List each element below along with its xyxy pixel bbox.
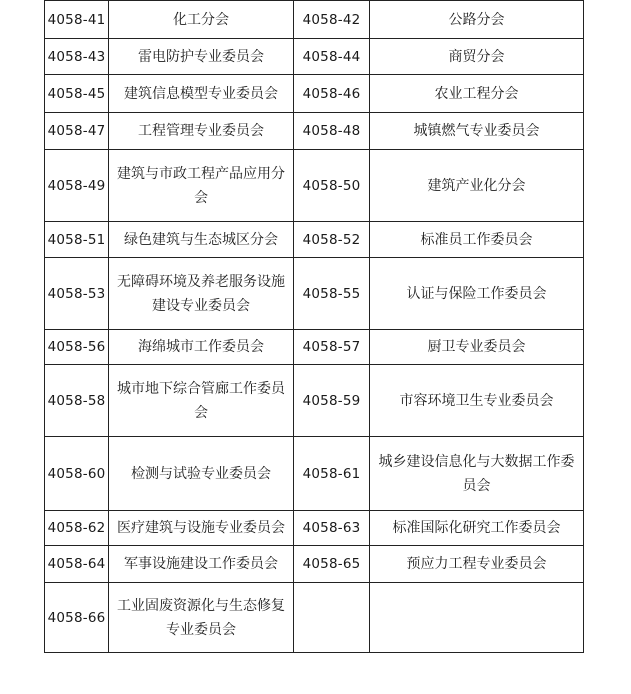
name-cell: 公路分会 [370, 1, 584, 39]
code-cell: 4058-55 [294, 258, 370, 330]
table-row [45, 365, 584, 437]
name-cell: 标准国际化研究工作委员会 [370, 511, 584, 546]
name-cell: 认证与保险工作委员会 [370, 258, 584, 330]
code-cell: 4058-50 [294, 150, 370, 222]
name-cell: 市容环境卫生专业委员会 [370, 365, 584, 437]
code-cell: 4058-66 [45, 583, 109, 653]
name-cell: 建筑信息模型专业委员会 [109, 75, 294, 113]
table-row [45, 583, 584, 653]
name-cell: 预应力工程专业委员会 [370, 546, 584, 583]
name-cell: 农业工程分会 [370, 75, 584, 113]
table-row [45, 1, 584, 39]
table-row [45, 330, 584, 365]
code-cell: 4058-58 [45, 365, 109, 437]
table-row [45, 546, 584, 583]
table-row [45, 150, 584, 222]
table-row [45, 75, 584, 113]
name-cell: 城市地下综合管廊工作委员会 [109, 365, 294, 437]
code-cell: 4058-52 [294, 222, 370, 258]
code-cell: 4058-64 [45, 546, 109, 583]
table-row [45, 437, 584, 511]
code-cell: 4058-49 [45, 150, 109, 222]
code-cell: 4058-41 [45, 1, 109, 39]
code-cell: 4058-43 [45, 39, 109, 75]
name-cell: 军事设施建设工作委员会 [109, 546, 294, 583]
code-cell: 4058-42 [294, 1, 370, 39]
name-cell: 工业固废资源化与生态修复专业委员会 [109, 583, 294, 653]
name-cell: 城乡建设信息化与大数据工作委员会 [370, 437, 584, 511]
code-cell: 4058-53 [45, 258, 109, 330]
name-cell: 雷电防护专业委员会 [109, 39, 294, 75]
code-cell: 4058-65 [294, 546, 370, 583]
committee-table [44, 0, 584, 653]
code-cell: 4058-48 [294, 113, 370, 150]
code-cell: 4058-63 [294, 511, 370, 546]
code-cell: 4058-62 [45, 511, 109, 546]
table-row [45, 113, 584, 150]
code-cell: 4058-56 [45, 330, 109, 365]
name-cell: 厨卫专业委员会 [370, 330, 584, 365]
name-cell: 工程管理专业委员会 [109, 113, 294, 150]
table-row [45, 39, 584, 75]
name-cell: 医疗建筑与设施专业委员会 [109, 511, 294, 546]
table-row [45, 511, 584, 546]
table-row [45, 258, 584, 330]
name-cell: 建筑产业化分会 [370, 150, 584, 222]
code-cell: 4058-47 [45, 113, 109, 150]
code-cell: 4058-45 [45, 75, 109, 113]
name-cell: 标准员工作委员会 [370, 222, 584, 258]
name-cell: 无障碍环境及养老服务设施建设专业委员会 [109, 258, 294, 330]
name-cell: 化工分会 [109, 1, 294, 39]
code-cell: 4058-44 [294, 39, 370, 75]
name-cell: 商贸分会 [370, 39, 584, 75]
name-cell: 检测与试验专业委员会 [109, 437, 294, 511]
code-cell: 4058-57 [294, 330, 370, 365]
name-cell: 城镇燃气专业委员会 [370, 113, 584, 150]
code-cell: 4058-46 [294, 75, 370, 113]
code-cell [294, 583, 370, 653]
name-cell: 海绵城市工作委员会 [109, 330, 294, 365]
code-cell: 4058-51 [45, 222, 109, 258]
name-cell [370, 583, 584, 653]
code-cell: 4058-61 [294, 437, 370, 511]
code-cell: 4058-59 [294, 365, 370, 437]
table-row [45, 222, 584, 258]
name-cell: 建筑与市政工程产品应用分会 [109, 150, 294, 222]
code-cell: 4058-60 [45, 437, 109, 511]
name-cell: 绿色建筑与生态城区分会 [109, 222, 294, 258]
